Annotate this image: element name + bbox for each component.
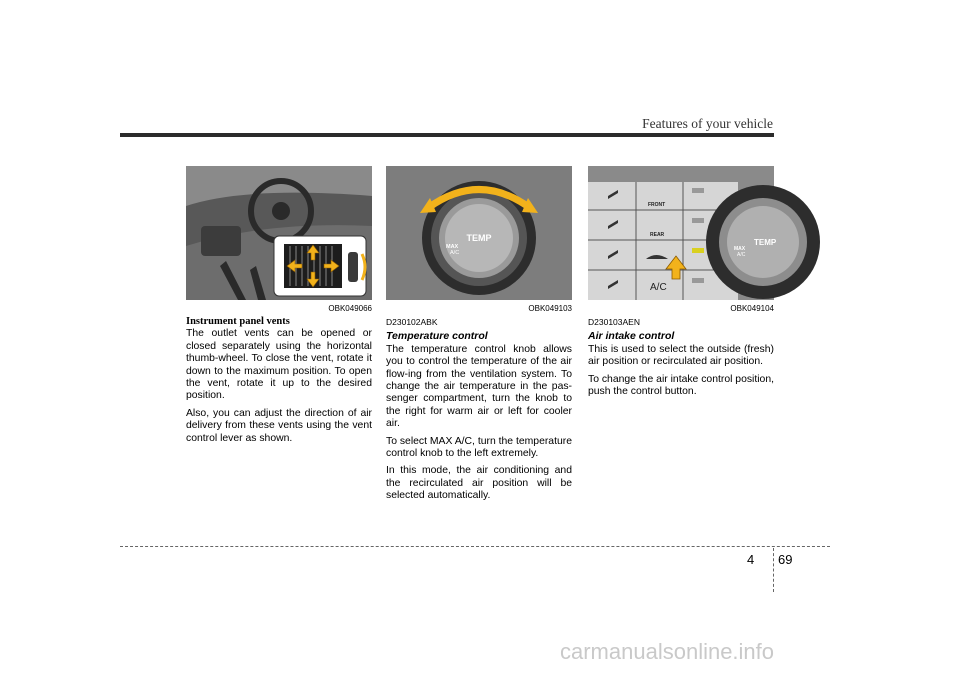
paragraph: Also, you can adjust the direction of air delivery from these vents using the vent control lever as shown. [186, 407, 372, 444]
page-number: 69 [778, 552, 793, 567]
paragraph: The temperature control knob allows you to control the temperature of the air flow-ing from the ventilation system. To change the air temperature in the pas-senger compartment, turn the knob to the right for warm air or left for cooler air. [386, 343, 572, 430]
column-temperature-control [386, 316, 572, 508]
ac-label: A/C [737, 252, 746, 258]
paragraph: To select MAX A/C, turn the temperature control knob to the left extremely. [386, 435, 572, 460]
figure-air-intake-panel [588, 166, 777, 300]
temp-knob-label: TEMP [754, 238, 777, 247]
ac-label: A/C [450, 250, 460, 256]
ac-button-label: A/C [650, 282, 667, 293]
figure-code: OBK049066 [328, 304, 372, 313]
front-label: FRONT [648, 202, 666, 208]
column-instrument-panel-vents [186, 316, 372, 450]
max-label: MAX [446, 244, 459, 250]
figure-code: OBK049103 [528, 304, 572, 313]
paragraph: The outlet vents can be opened or closed separately using the horizontal thumb-wheel. To close the vent, rotate it down to the maximum position. To open the vent, rotate it up to the desired position. [186, 328, 372, 402]
max-label: MAX [734, 246, 746, 252]
column-air-intake-control [588, 316, 774, 403]
rear-label: REAR [650, 232, 665, 238]
section-title: Instrument panel vents [186, 316, 290, 327]
paragraph: In this mode, the air conditioning and the recirculated air position will be selected automatically. [386, 465, 572, 502]
footer-rule [120, 546, 830, 547]
figure-code: OBK049104 [730, 304, 774, 313]
footer-divider [773, 548, 774, 592]
watermark: carmanualsonline.info [560, 639, 775, 664]
section-id: D230102ABK [386, 317, 438, 327]
section-title: Air intake control [588, 330, 675, 343]
paragraph: This is used to select the outside (fresh) air position or recirculated air position. [588, 343, 774, 368]
header-rule [120, 133, 774, 137]
header-title: Features of your vehicle [642, 116, 773, 131]
figure-temperature-knob [386, 166, 572, 300]
paragraph: To change the air intake control position, push the control button. [588, 373, 774, 398]
figure-dashboard-vent [186, 166, 372, 300]
section-title: Temperature control [386, 330, 488, 343]
temp-knob-label: TEMP [466, 233, 492, 243]
section-id: D230103AEN [588, 317, 640, 327]
page-chapter: 4 [747, 552, 755, 567]
